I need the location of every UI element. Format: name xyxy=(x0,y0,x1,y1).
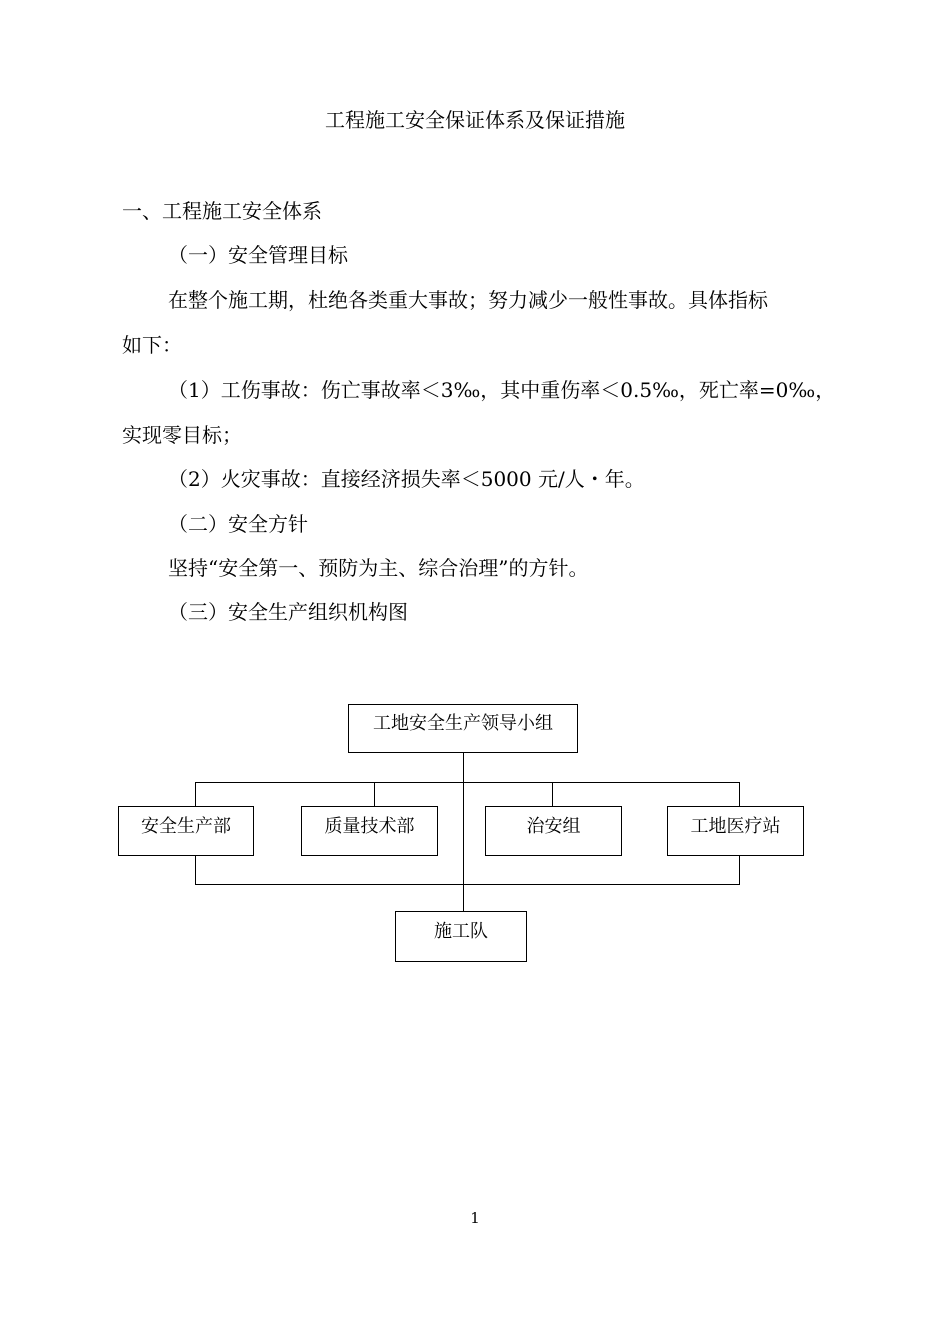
connector-dept-3 xyxy=(552,782,553,807)
subheading-safety-policy: （二）安全方针 xyxy=(168,512,308,536)
org-box-dept-4 xyxy=(667,806,804,856)
org-box-leadership-label: 工地安全生产领导小组 xyxy=(373,713,553,734)
paragraph-policy: 坚持“安全第一、预防为主、综合治理”的方针。 xyxy=(168,556,589,580)
upper-branch-line xyxy=(195,782,740,783)
org-box-construction-team-label: 施工队 xyxy=(434,921,488,942)
connector-dept-1-bottom xyxy=(195,855,196,885)
lower-branch-line xyxy=(195,884,740,885)
org-box-construction-team xyxy=(395,911,527,962)
item-injury-line-1: （1）工伤事故：伤亡事故率＜3‰，其中重伤率＜0.5‰，死亡率=0‰， xyxy=(168,378,836,402)
org-box-dept-1-label: 安全生产部 xyxy=(141,816,231,837)
org-box-dept-2-label: 质量技术部 xyxy=(324,816,415,837)
paragraph-goals-line-1: 在整个施工期，杜绝各类重大事故；努力减少一般性事故。具体指标 xyxy=(168,288,768,312)
connector-dept-2 xyxy=(374,782,375,807)
item-injury-line-2: 实现零目标； xyxy=(122,423,242,447)
org-box-leadership xyxy=(348,704,578,753)
item-fire: （2）火灾事故：直接经济损失率＜5000 元/人・年。 xyxy=(168,467,645,491)
connector-dept-1 xyxy=(195,782,196,807)
subheading-org-chart: （三）安全生产组织机构图 xyxy=(168,600,408,624)
document-title: 工程施工安全保证体系及保证措施 xyxy=(325,108,625,132)
trunk-line xyxy=(463,752,464,912)
section-heading: 一、工程施工安全体系 xyxy=(122,199,322,223)
page-number: 1 xyxy=(470,1209,480,1227)
subheading-safety-goals: （一）安全管理目标 xyxy=(168,243,348,267)
org-box-dept-2 xyxy=(301,806,438,856)
connector-dept-4 xyxy=(739,782,740,807)
org-box-dept-4-label: 工地医疗站 xyxy=(690,816,781,837)
org-box-dept-3-label: 治安组 xyxy=(526,816,581,837)
org-box-dept-3 xyxy=(485,806,622,856)
paragraph-goals-line-2: 如下： xyxy=(122,333,182,357)
org-box-dept-1 xyxy=(118,806,254,856)
connector-dept-4-bottom xyxy=(739,855,740,885)
